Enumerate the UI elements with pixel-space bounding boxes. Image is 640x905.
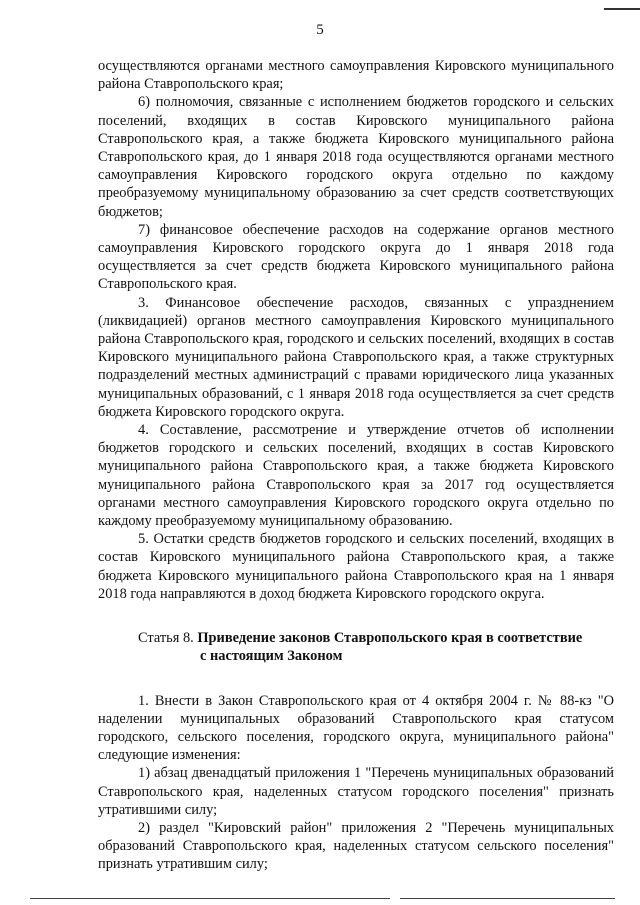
paragraph-part-5: 5. Остатки средств бюджетов городского и сельских поселений, входящих в состав Кировского муниципального района Ставропольского края, а также бюджета Кировского муниципального района Ставропольского края на 1 января 2018 года направляются в доход бюджета Кировского городского округа. — [98, 531, 614, 602]
article-title: Приведение законов Ставропольского края в соответствие — [197, 630, 583, 647]
paragraph-article-8-part-1: 1. Внести в Закон Ставропольского края от 4 октября 2004 г. № 88-кз "О наделении муниципальных образований Ставропольского края статусом городского, сельского поселения, городского округа, муниципального района" следующие изменения: — [98, 692, 614, 764]
paragraph-item-6: 6) полномочия, связанные с исполнением бюджетов городского и сельских поселений, входящих в состав Кировского муниципального района Ставропольского края, а также бюджета Кировского муниципального района Ставропольского края, до 1 января 2018 года осуществляются органами местного самоуправления Кировского городского округа отдельно по каждому преобразуемому муниципальному образованию за счет средств соответствующих бюджетов; — [98, 94, 614, 220]
paragraph-article-8-item-2: 2) раздел "Кировский район" приложения 2 "Перечень муниципальных образований Ставропольского края, наделенных статусом сельского поселения" признать утратившим силу; — [98, 819, 614, 873]
paragraph-continuation: осуществляются органами местного самоуправления Кировского муниципального района Ставропольского края; — [98, 58, 614, 93]
article-label: Статья 8. — [138, 630, 194, 647]
scan-corner-mark — [604, 8, 640, 10]
page-number: 5 — [316, 22, 324, 38]
footer-rule-left — [30, 898, 390, 899]
paragraph-article-8-item-1: 1) абзац двенадцатый приложения 1 "Перечень муниципальных образований Ставропольского края, наделенных статусом городского поселения" признать утратившими силу; — [98, 765, 614, 818]
footer-rule-right — [400, 898, 615, 899]
paragraph-item-7: 7) финансовое обеспечение расходов на содержание органов местного самоуправления Кировского городского округа до 1 января 2018 года осуществляется за счет средств бюджета Кировского муниципального района Ставропольского края. — [98, 221, 614, 293]
paragraph-part-4: 4. Составление, рассмотрение и утверждение отчетов об исполнении бюджетов городского и сельских поселений, входящих в состав Кировского муниципального района Ставропольского края, а также бюджета Кировского муниципального района Ставропольского края за 2017 год осуществляется органами местного самоуправления Кировского городского округа отдельно по каждому преобразуемому муниципальному образованию. — [98, 422, 614, 530]
article-heading — [98, 629, 614, 665]
paragraph-part-3: 3. Финансовое обеспечение расходов, связанных с упразднением (ликвидацией) органов местного самоуправления Кировского муниципального района Ставропольского края, городского и сельских поселений, входящих в состав Кировского муниципального района Ставропольского края, а также структурных подразделений местных администраций с правами юридического лица указанных муниципальных образований, с 1 января 2018 года осуществляется за счет средств бюджета Кировского городского округа. — [98, 294, 614, 420]
article-title-continued: с настоящим Законом — [200, 648, 343, 665]
document-body — [98, 57, 614, 874]
